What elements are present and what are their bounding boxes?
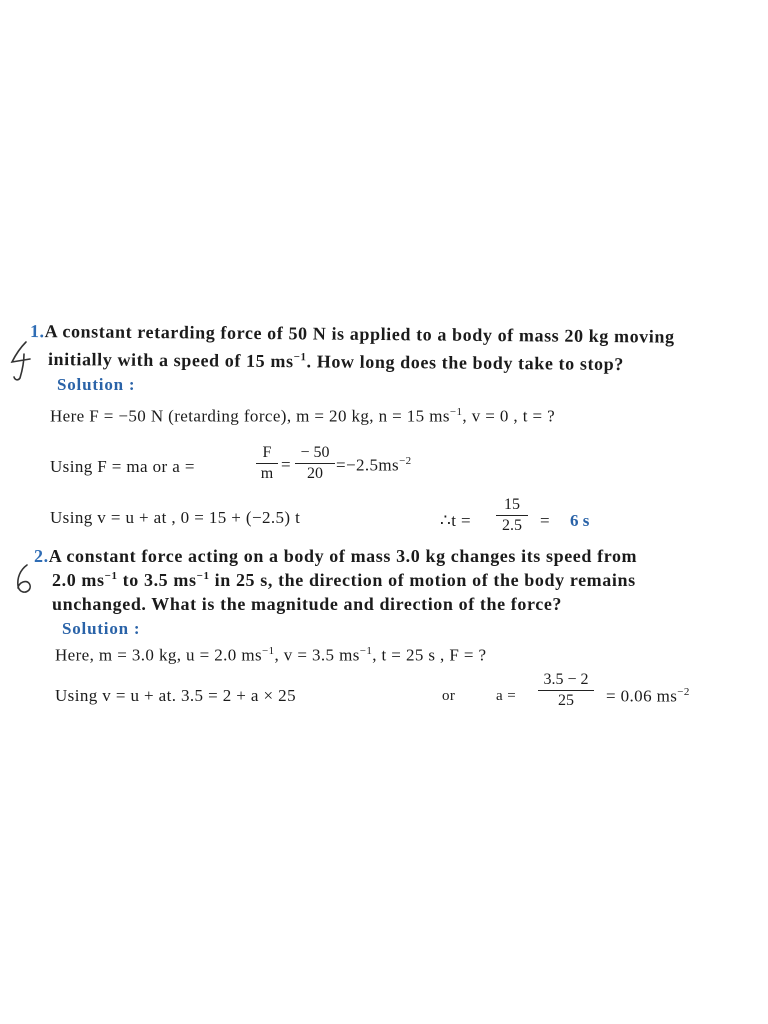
handwritten-mark-4 <box>6 338 36 384</box>
question-2-given: Here, m = 3.0 kg, u = 2.0 $ms^{-1}$, v = 3.5 $ms^{-1}$, t = 25 s , F = ? <box>55 645 487 665</box>
question-2-result: = 0.06 $ms^{-2}$ <box>606 686 690 706</box>
question-1-line-2: initially with a speed of 15 $ms^{-1}$. How long does the body take to stop? <box>47 349 625 375</box>
fraction-f-over-m: F m <box>256 444 278 483</box>
question-1-answer: 6 s <box>570 511 590 530</box>
fraction-3-5-minus-2-over-25: 3.5 − 2 25 <box>538 671 594 710</box>
question-1-using-newton: Using F = ma or a = <box>50 457 195 476</box>
equals-sign-2: = <box>540 511 550 530</box>
question-1-solution-label: Solution : <box>57 375 136 394</box>
question-2-number: 2. <box>34 546 49 566</box>
question-2-line-2: 2.0 $ms^{-1}$ to 3.5 $ms^{-1}$ in 25 s, the direction of motion of the body remains <box>52 570 636 590</box>
question-2-solution-label: Solution : <box>62 619 141 638</box>
a-equals: a = <box>496 688 517 704</box>
question-1-line-1: 1.A constant retarding force of 50 N is applied to a body of mass 20 kg moving <box>29 321 675 347</box>
question-2-using: Using v = u + at. 3.5 = 2 + a × 25 <box>55 686 296 705</box>
question-1-number: 1. <box>29 321 45 342</box>
or-text: or <box>442 688 456 704</box>
question-1-using-kinematics: Using v = u + at , 0 = 15 + (−2.5) t <box>50 508 301 527</box>
question-2-line-3: unchanged. What is the magnitude and direction of the force? <box>52 594 563 614</box>
fraction-minus50-over-20: − 50 20 <box>295 444 335 483</box>
question-1-given: Here F = −50 N (retarding force), m = 20 kg, n = 15 $ms^{-1}$, v = 0 , t = ? <box>50 406 556 426</box>
therefore-t: ∴t = <box>440 511 471 530</box>
acceleration-result: $=-2.5ms^{-2}$ <box>336 455 412 475</box>
equals-sign: = <box>281 455 291 474</box>
question-2-line-1: 2.A constant force acting on a body of mass 3.0 kg changes its speed from <box>34 546 638 566</box>
fraction-15-over-2-5: 15 2.5 <box>496 496 528 535</box>
handwritten-mark-6 <box>12 562 38 596</box>
